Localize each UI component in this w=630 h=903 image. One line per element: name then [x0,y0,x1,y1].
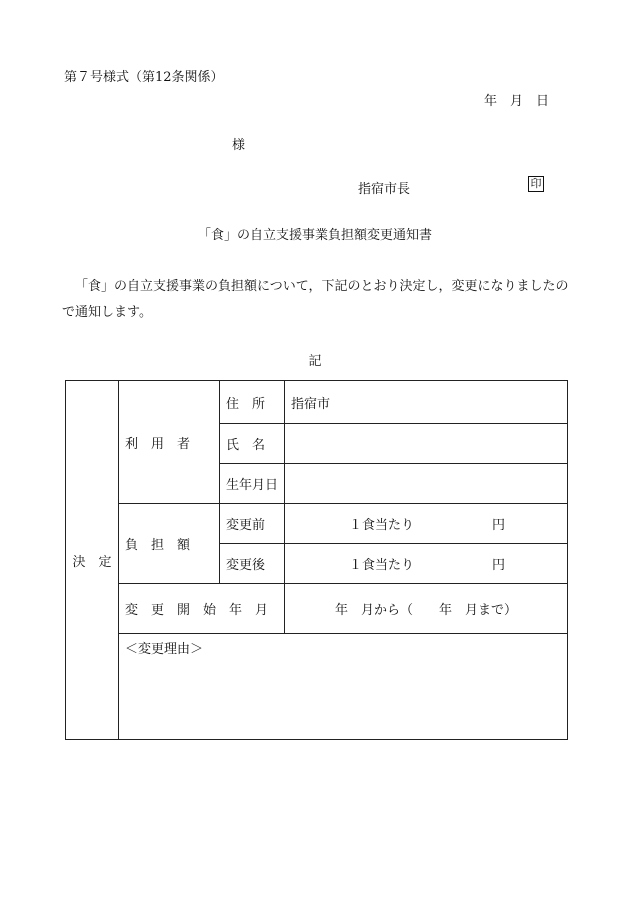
before-label-cell: 変更前 [220,504,285,544]
reason-cell [119,634,568,740]
document-title: 「食」の自立支援事業負担額変更通知書 [197,228,432,243]
kettei-cell: 決 定 [66,381,119,740]
birth-value-cell [285,464,568,504]
birth-label-cell: 生年月日 [220,464,285,504]
address-value-cell: 指宿市 [285,381,568,424]
form-number: 第７号様式（第12条関係） [64,70,224,85]
address-label-cell: 住 所 [220,381,285,424]
name-label-cell: 氏 名 [220,424,285,464]
ki-heading: 記 [308,354,322,369]
issuer-name: 指宿市長 [358,182,411,197]
name-value-cell [285,424,568,464]
before-value-cell: １食当たり 円 [285,504,568,544]
reason-label: ＜変更理由＞ [125,642,204,657]
addressee-suffix: 様 [232,138,246,153]
user-label-cell: 利 用 者 [119,381,220,504]
burden-label-cell: 負 担 額 [119,504,220,584]
after-value-cell: １食当たり 円 [285,544,568,584]
after-label-cell: 変更後 [220,544,285,584]
body-paragraph: 「食」の自立支援事業の負担額について，下記のとおり決定し，変更になりましたので通知します。 [62,279,569,320]
date-line: 年 月 日 [484,94,550,109]
period-value-cell: 年 月から（ 年 月まで） [285,584,568,634]
seal-mark: 印 [528,176,544,192]
period-label-cell: 変 更 開 始 年 月 [119,584,285,634]
decision-table [65,380,568,740]
